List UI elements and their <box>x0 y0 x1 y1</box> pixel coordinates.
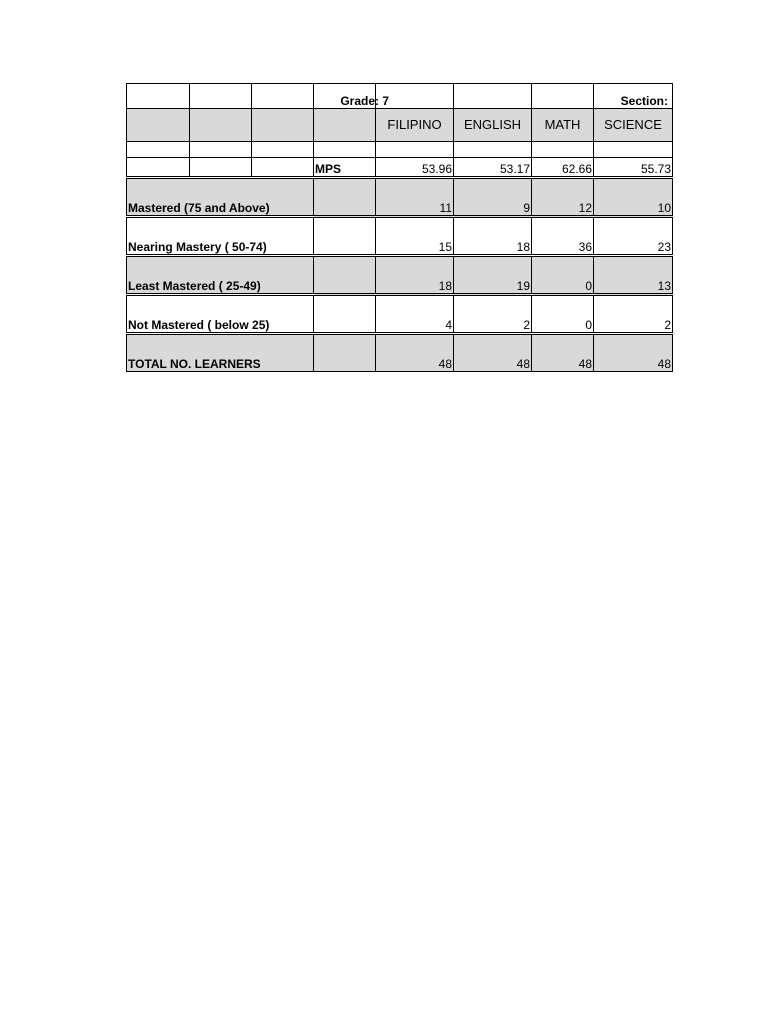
cell <box>376 142 454 158</box>
value-math: 36 <box>532 217 594 256</box>
cell <box>314 334 376 372</box>
table-row <box>127 295 673 334</box>
cell <box>314 295 376 334</box>
mps-science: 55.73 <box>594 158 673 178</box>
value-filipino: 15 <box>376 217 454 256</box>
mps-label: MPS <box>314 158 376 178</box>
total-row <box>127 334 673 372</box>
table-row <box>127 256 673 295</box>
subject-header-row <box>127 109 673 142</box>
subject-header-science: SCIENCE <box>594 109 673 142</box>
value-english: 2 <box>454 295 532 334</box>
cell <box>314 109 376 142</box>
value-science: 48 <box>594 334 673 372</box>
mps-math: 62.66 <box>532 158 594 178</box>
cell <box>127 142 190 158</box>
cell <box>594 142 673 158</box>
cell <box>252 84 314 109</box>
value-science: 23 <box>594 217 673 256</box>
row-label: Least Mastered ( 25-49) <box>127 256 314 295</box>
grade-label: Grade: 7 <box>340 94 389 108</box>
cell <box>454 142 532 158</box>
subject-header-english: ENGLISH <box>454 109 532 142</box>
value-english: 19 <box>454 256 532 295</box>
value-science: 13 <box>594 256 673 295</box>
row-label: Nearing Mastery ( 50-74) <box>127 217 314 256</box>
value-filipino: 11 <box>376 178 454 217</box>
cell <box>190 84 252 109</box>
row-label: TOTAL NO. LEARNERS <box>127 334 314 372</box>
value-filipino: 48 <box>376 334 454 372</box>
cell <box>252 109 314 142</box>
section-label-cell <box>594 84 673 109</box>
cell <box>127 84 190 109</box>
mps-filipino: 53.96 <box>376 158 454 178</box>
section-label: Section: <box>620 94 668 108</box>
value-english: 18 <box>454 217 532 256</box>
mps-english: 53.17 <box>454 158 532 178</box>
cell <box>532 142 594 158</box>
value-filipino: 4 <box>376 295 454 334</box>
value-filipino: 18 <box>376 256 454 295</box>
blank-row <box>127 142 673 158</box>
cell <box>314 217 376 256</box>
value-math: 12 <box>532 178 594 217</box>
table-row <box>127 178 673 217</box>
value-math: 0 <box>532 256 594 295</box>
value-science: 10 <box>594 178 673 217</box>
subject-header-filipino: FILIPINO <box>376 109 454 142</box>
row-label: Not Mastered ( below 25) <box>127 295 314 334</box>
subject-header-math: MATH <box>532 109 594 142</box>
cell <box>532 84 594 109</box>
cell <box>314 178 376 217</box>
value-english: 9 <box>454 178 532 217</box>
cell <box>190 158 252 178</box>
grade-label-cell <box>314 84 389 109</box>
cell <box>127 109 190 142</box>
value-math: 0 <box>532 295 594 334</box>
cell <box>454 84 532 109</box>
cell <box>252 158 314 178</box>
cell <box>252 142 314 158</box>
mastery-summary-table <box>126 83 673 372</box>
mps-row <box>127 158 673 178</box>
value-math: 48 <box>532 334 594 372</box>
value-english: 48 <box>454 334 532 372</box>
cell <box>190 142 252 158</box>
cell <box>314 142 376 158</box>
cell <box>127 158 190 178</box>
row-label: Mastered (75 and Above) <box>127 178 314 217</box>
grade-section-row <box>127 84 673 109</box>
value-science: 2 <box>594 295 673 334</box>
table-row <box>127 217 673 256</box>
cell <box>190 109 252 142</box>
cell <box>314 256 376 295</box>
